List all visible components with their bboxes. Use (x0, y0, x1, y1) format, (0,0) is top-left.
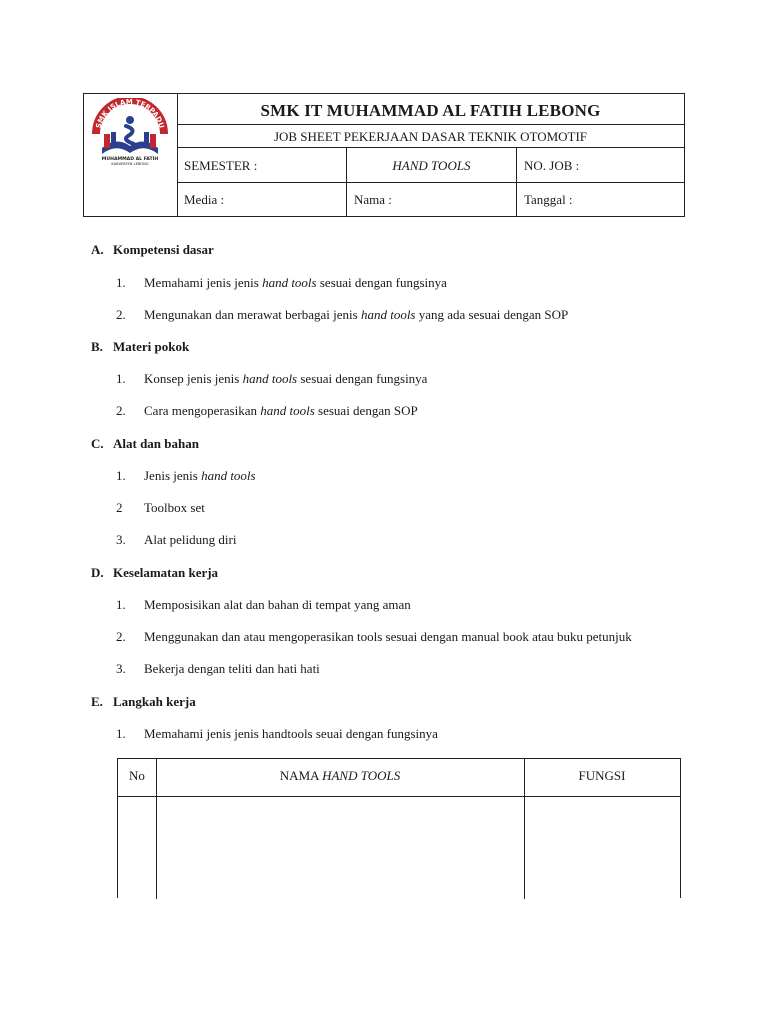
header-table (83, 93, 685, 217)
header-row-media (177, 183, 684, 216)
media-label: Media : (177, 183, 347, 216)
list-item: 3. Alat pelidung diri (116, 532, 237, 547)
table-header-name: NAMA HAND TOOLS (279, 768, 401, 783)
school-name: SMK IT MUHAMMAD AL FATIH LEBONG (260, 101, 601, 120)
list-item: 2. Cara mengoperasikan hand tools sesuai dengan SOP (116, 403, 418, 418)
header-row-semester (177, 148, 684, 183)
section-c-heading: C. Alat dan bahan (91, 436, 199, 451)
list-item: 1. Memahami jenis jenis handtools seuai dengan fungsinya (116, 726, 438, 741)
logo-line2: KABUPATEN LEBONG (111, 162, 149, 166)
section-e-heading: E. Langkah kerja (91, 694, 196, 709)
list-item: 2. Menggunakan dan atau mengoperasikan tools sesuai dengan manual book atau buku petunjuk (116, 629, 632, 644)
job-number-label: NO. JOB : (524, 158, 580, 173)
list-item: 1. Konsep jenis jenis hand tools sesuai dengan fungsinya (116, 371, 428, 386)
school-logo (92, 98, 168, 166)
logo-cell (84, 94, 178, 216)
logo-figure-icon (126, 116, 134, 124)
table-header-function: FUNGSI (578, 768, 626, 783)
section-d-heading: D. Keselamatan kerja (91, 565, 219, 580)
section-b-heading: B. Materi pokok (91, 339, 190, 354)
list-item: 1. Memahami jenis jenis hand tools sesuai dengan fungsinya (116, 275, 447, 290)
name-label: Nama : (347, 183, 517, 216)
topic-label: HAND TOOLS (347, 148, 517, 182)
list-item: 3. Bekerja dengan teliti dan hati hati (116, 661, 320, 676)
header-row-school (177, 94, 684, 125)
hand-tools-table (117, 758, 681, 898)
list-item: 1. Jenis jenis hand tools (116, 468, 256, 483)
logo-arc-text: SMK ISLAM TERPADU (94, 98, 166, 130)
date-label: Tanggal : (524, 192, 573, 207)
logo-line1: MUHAMMAD AL FATIH (101, 157, 159, 162)
table-header-no: No (129, 768, 145, 783)
list-item: 1. Memposisikan alat dan bahan di tempat yang aman (116, 597, 411, 612)
semester-label: SEMESTER : (177, 148, 347, 182)
list-item: 2. Mengunakan dan merawat berbagai jenis hand tools yang ada sesuai dengan SOP (116, 307, 569, 322)
header-row-title (177, 125, 684, 148)
section-a-heading: A. Kompetensi dasar (91, 242, 214, 257)
sheet-title: JOB SHEET PEKERJAAN DASAR TEKNIK OTOMOTIF (273, 129, 588, 144)
list-item: 2 Toolbox set (116, 500, 205, 515)
